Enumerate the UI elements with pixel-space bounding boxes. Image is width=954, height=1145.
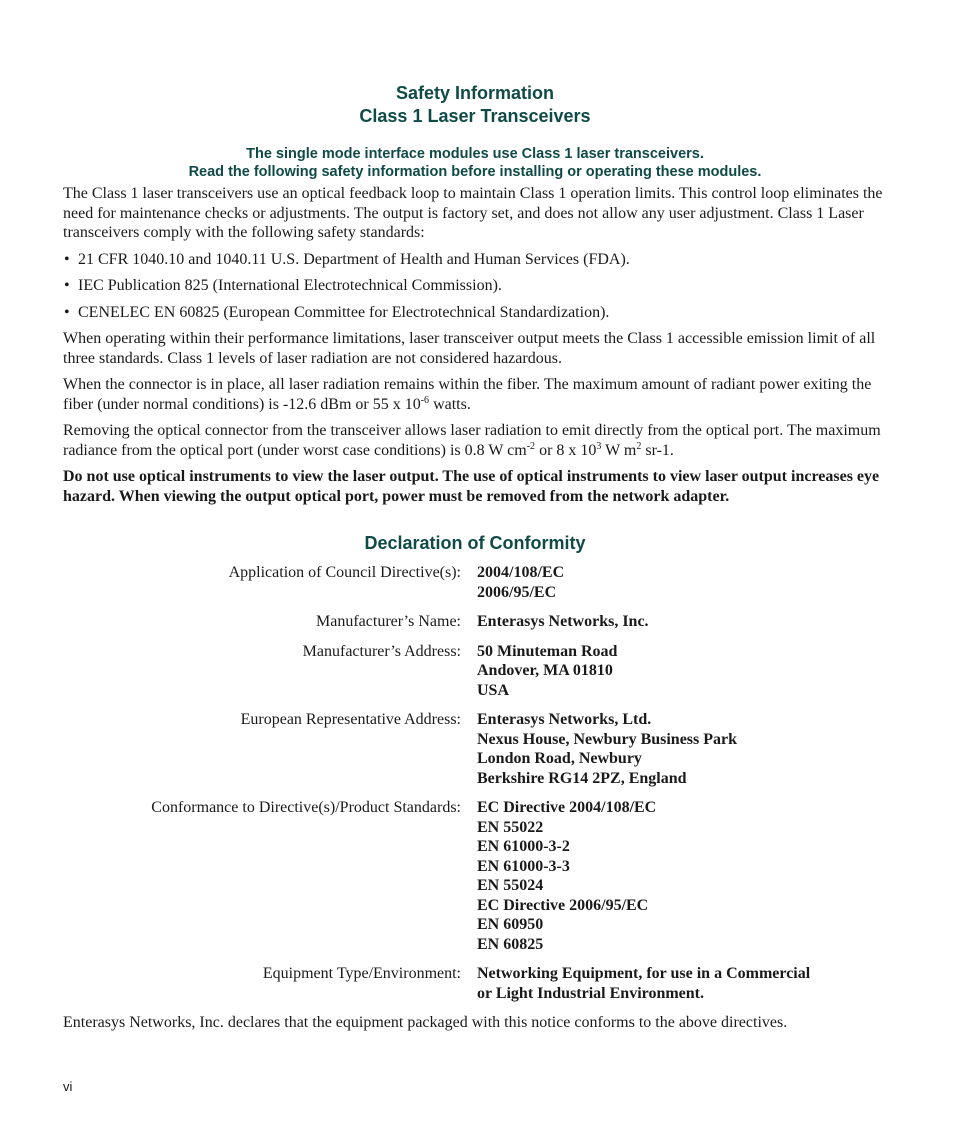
value-line: Berkshire RG14 2PZ, England <box>477 769 687 787</box>
warning-paragraph: Do not use optical instruments to view the laser output. The use of optical instruments to view laser output increases eye hazard. When viewing the output optical port, power must be removed from the network adapter. <box>63 468 880 505</box>
standard-text: CENELEC EN 60825 (European Committee for Electrotechnical Standardization). <box>78 303 610 321</box>
row-value <box>477 798 887 964</box>
intro-paragraph: The Class 1 laser transceivers use an optical feedback loop to maintain Class 1 operation limits. This control loop eliminates the need for maintenance checks or adjustments. The output is factory set, and does not allow any user adjustment. Class 1 Laser transceivers comply with the following safety standards: <box>63 185 883 241</box>
table-row <box>63 563 887 612</box>
standard-text: IEC Publication 825 (International Electrotechnical Commission). <box>78 277 502 294</box>
safety-notice <box>63 145 887 181</box>
row-label: Manufacturer’s Address: <box>302 642 461 660</box>
performance-paragraph: When operating within their performance limitations, laser transceiver output meets the Class 1 accessible emission limit of all three standards. Class 1 levels of laser radiation are not considered hazardous. <box>63 330 876 367</box>
row-label: European Representative Address: <box>240 711 461 728</box>
exponent: 3 <box>596 440 602 452</box>
removing-text: Removing the optical connector from the transceiver allows laser radiation to emit directly from the optical port. The maximum radiance from the optical port (under worst case conditions) is 0.8 W cm <box>63 422 881 459</box>
removing-text-end: sr-1. <box>641 441 674 459</box>
value-line: EN 61000-3-3 <box>477 857 570 875</box>
value-line: EN 60950 <box>477 916 544 933</box>
row-value <box>477 612 887 642</box>
value-line: London Road, Newbury <box>477 750 642 767</box>
list-item <box>63 250 887 270</box>
page-number: vi <box>63 1079 73 1094</box>
exponent: -6 <box>420 394 430 406</box>
page-title <box>63 82 887 128</box>
declaration-title: Declaration of Conformity <box>364 533 586 553</box>
bullet-marker: • <box>64 277 70 294</box>
list-item <box>63 276 887 296</box>
value-line: 50 Minuteman Road <box>477 642 618 660</box>
row-value <box>477 710 887 798</box>
declaration-table <box>63 563 887 1013</box>
row-label: Equipment Type/Environment: <box>262 965 461 982</box>
value-line: EN 55022 <box>477 818 544 836</box>
removing-text: or 8 x 10 <box>535 441 597 459</box>
value-line: or Light Industrial Environment. <box>477 984 705 1002</box>
standards-list <box>63 250 887 323</box>
table-row <box>63 710 887 798</box>
notice-line-2: Read the following safety information before installing or operating these modules. <box>188 164 762 180</box>
bullet-marker: • <box>64 250 70 268</box>
value-line: 2006/95/EC <box>477 583 557 601</box>
value-line: EN 61000-3-2 <box>477 838 570 855</box>
table-row <box>63 798 887 964</box>
bullet-marker: • <box>64 303 70 321</box>
closing-statement: Enterasys Networks, Inc. declares that the equipment packaged with this notice conforms to the above directives. <box>63 1014 788 1031</box>
exponent: -2 <box>526 440 536 452</box>
row-value <box>477 563 887 612</box>
value-line: EN 60825 <box>477 935 544 953</box>
row-label: Conformance to Directive(s)/Product Standards: <box>151 799 461 816</box>
value-line: 2004/108/EC <box>477 564 565 581</box>
value-line: Nexus House, Newbury Business Park <box>477 730 738 748</box>
row-value <box>477 964 887 1013</box>
value-line: Enterasys Networks, Ltd. <box>477 711 652 728</box>
connector-paragraph <box>63 375 887 414</box>
value-line: Andover, MA 01810 <box>477 662 613 679</box>
removing-text: W m <box>601 441 637 459</box>
list-item <box>63 303 887 323</box>
table-row <box>63 612 887 642</box>
exponent: 2 <box>636 440 642 452</box>
value-line: EC Directive 2004/108/EC <box>477 799 657 816</box>
connector-text-end: watts. <box>429 395 471 413</box>
value-line: Networking Equipment, for use in a Commercial <box>477 965 811 982</box>
title-line-2: Class 1 Laser Transceivers <box>359 106 591 126</box>
standard-text: 21 CFR 1040.10 and 1040.11 U.S. Department of Health and Human Services (FDA). <box>78 250 630 268</box>
connector-text: When the connector is in place, all laser radiation remains within the fiber. The maximum amount of radiant power exiting the fiber (under normal conditions) is -12.6 dBm or 55 x 10 <box>63 376 872 413</box>
value-line: USA <box>477 681 510 699</box>
table-row <box>63 964 887 1013</box>
document-page <box>63 82 887 1033</box>
value-line: Enterasys Networks, Inc. <box>477 613 649 630</box>
title-line-1: Safety Information <box>395 83 555 103</box>
row-label: Manufacturer’s Name: <box>316 613 461 630</box>
row-value <box>477 642 887 711</box>
value-line: EC Directive 2006/95/EC <box>477 896 649 914</box>
table-row <box>63 642 887 711</box>
notice-line-1: The single mode interface modules use Class 1 laser transceivers. <box>246 146 704 162</box>
value-line: EN 55024 <box>477 877 544 894</box>
removing-paragraph <box>63 421 887 460</box>
row-label: Application of Council Directive(s): <box>228 564 461 581</box>
